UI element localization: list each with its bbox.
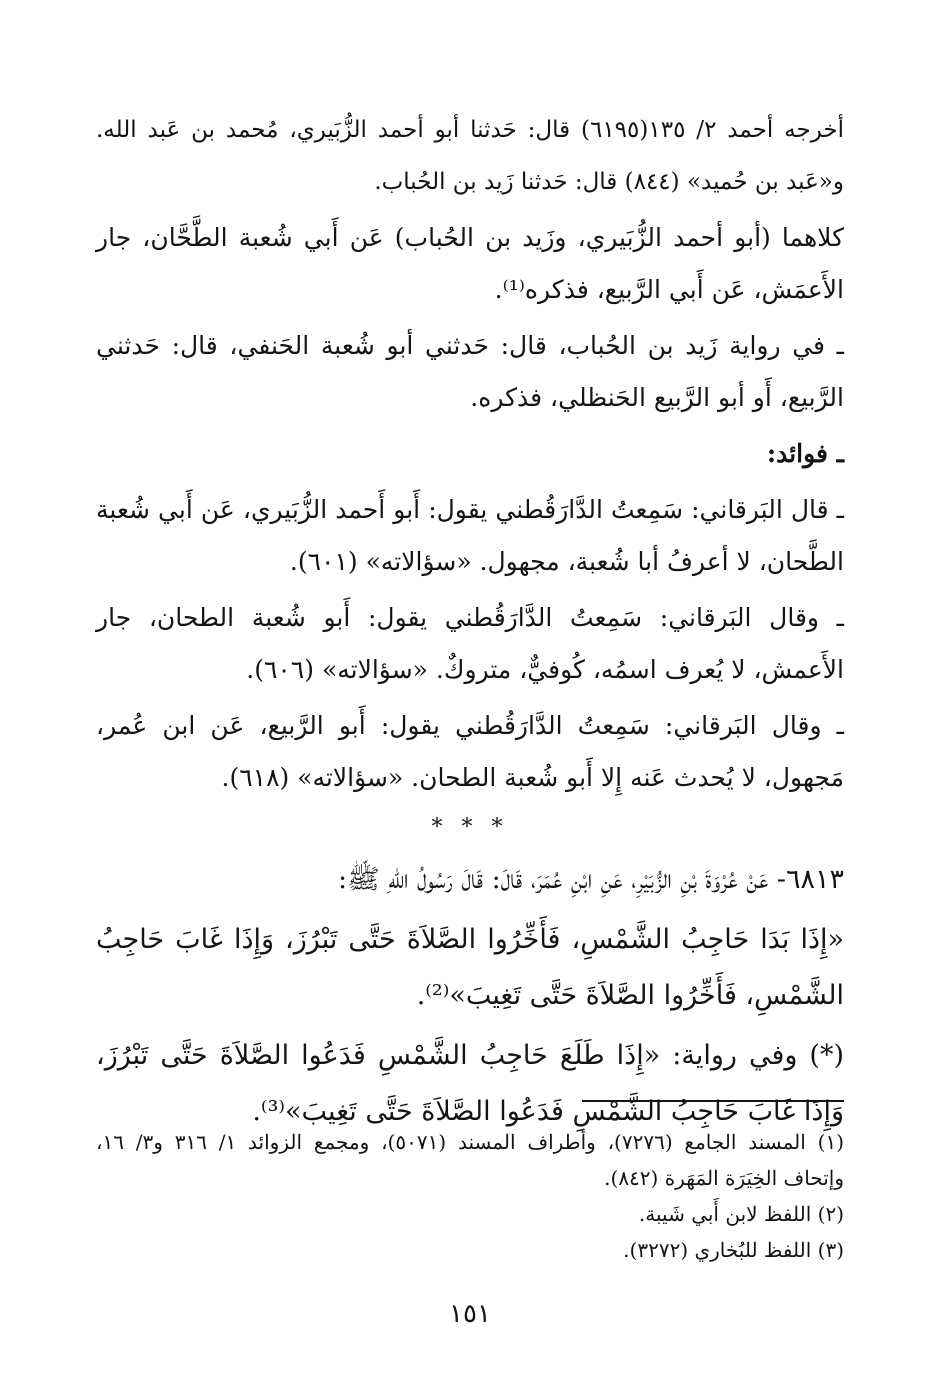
paragraph-fawaid-2: ـ وقال البَرقاني: سَمِعتُ الدَّارَقُطني يقول: أَبو شُعبة الطحان، جار الأَعمش، لا يُعرف اسمُه، كُوفيٌّ، متروكٌ. «سؤالاته» (٦٠٦).: [96, 603, 844, 684]
paragraph-chain: كلاهما (أبو أحمد الزُّبَيري، وزَيد بن الحُباب) عَن أَبي شُعبة الطَّحَّان، جار الأَعمَش، عَن أَبي الرَّبيع، فذكره⁽¹⁾.: [96, 223, 844, 304]
hadith-variant: (*) وفي رواية: «إِذَا طَلَعَ حَاجِبُ الشَّمْسِ فَدَعُوا الصَّلاَةَ حَتَّى تَبْرُزَ، وَإِذَا غَابَ حَاجِبُ الشَّمْسِ فَدَعُوا الصَّلاَةَ حَتَّى تَغِيبَ»⁽³⁾.: [96, 1040, 844, 1127]
page-number: ١٥١: [449, 1299, 491, 1329]
footnote-divider: [582, 1100, 844, 1102]
hadith-text: «إِذَا بَدَا حَاجِبُ الشَّمْسِ، فَأَخِّرُوا الصَّلاَةَ حَتَّى تَبْرُزَ، وَإِذَا غَابَ حَاجِبُ الشَّمْسِ، فَأَخِّرُوا الصَّلاَةَ حَتَّى تَغِيبَ»⁽²⁾.: [96, 924, 844, 1011]
section-separator: * * *: [431, 815, 509, 840]
fawaid-heading: ـ فوائد:: [766, 439, 844, 468]
footnote-2: (٢) اللفظ لابن أَبي شَيبة.: [638, 1202, 844, 1226]
footnote-1: (١) المسند الجامع (٧٢٧٦)، وأطراف المسند (٥٠٧١)، ومجمع الزوائد ١/ ٣١٦ و٣/ ١٦، وإتحاف الخِيَرَة المَهَرة (٨٤٢).: [96, 1130, 844, 1190]
paragraph-takhrij: أخرجه أحمد ٢/ ١٣٥(٦١٩٥) قال: حَدثنا أبو أحمد الزُّبَيري، مُحمد بن عَبد الله. و«عَبد بن حُميد» (٨٤٤) قال: حَدثنا زَيد بن الحُباب.: [96, 117, 844, 195]
paragraph-fawaid-3: ـ وقال البَرقاني: سَمِعتُ الدَّارَقُطني يقول: أَبو الرَّبيع، عَن ابن عُمر، مَجهول، لا يُحدث عَنه إِلا أَبو شُعبة الطحان. «سؤالاته» (٦١٨).: [96, 711, 844, 792]
hadith-number-line: ٦٨١٣- عَنْ عُرْوَةَ بْنِ الزُّبَيْرِ، عَنِ ابْنِ عُمَرَ، قَالَ: قَالَ رَسُولُ اللهِ ﷺ:: [337, 864, 844, 895]
footnotes: [96, 1124, 844, 1268]
paragraph-riwaya: ـ في رواية زَيد بن الحُباب، قال: حَدثني أبو شُعبة الحَنفي، قال: حَدثني الرَّبيع، أَو أبو الرَّبيع الحَنظلي، فذكره.: [96, 331, 844, 412]
footnote-3: (٣) اللفظ للبُخاري (٣٢٧٢).: [623, 1238, 844, 1262]
page-body: [96, 104, 844, 1144]
paragraph-fawaid-1: ـ قال البَرقاني: سَمِعتُ الدَّارَقُطني يقول: أَبو أَحمد الزُّبَيري، عَن أَبي شُعبة الطَّحان، لا أعرفُ أبا شُعبة، مجهول. «سؤالاته» (٦٠١).: [96, 495, 844, 576]
